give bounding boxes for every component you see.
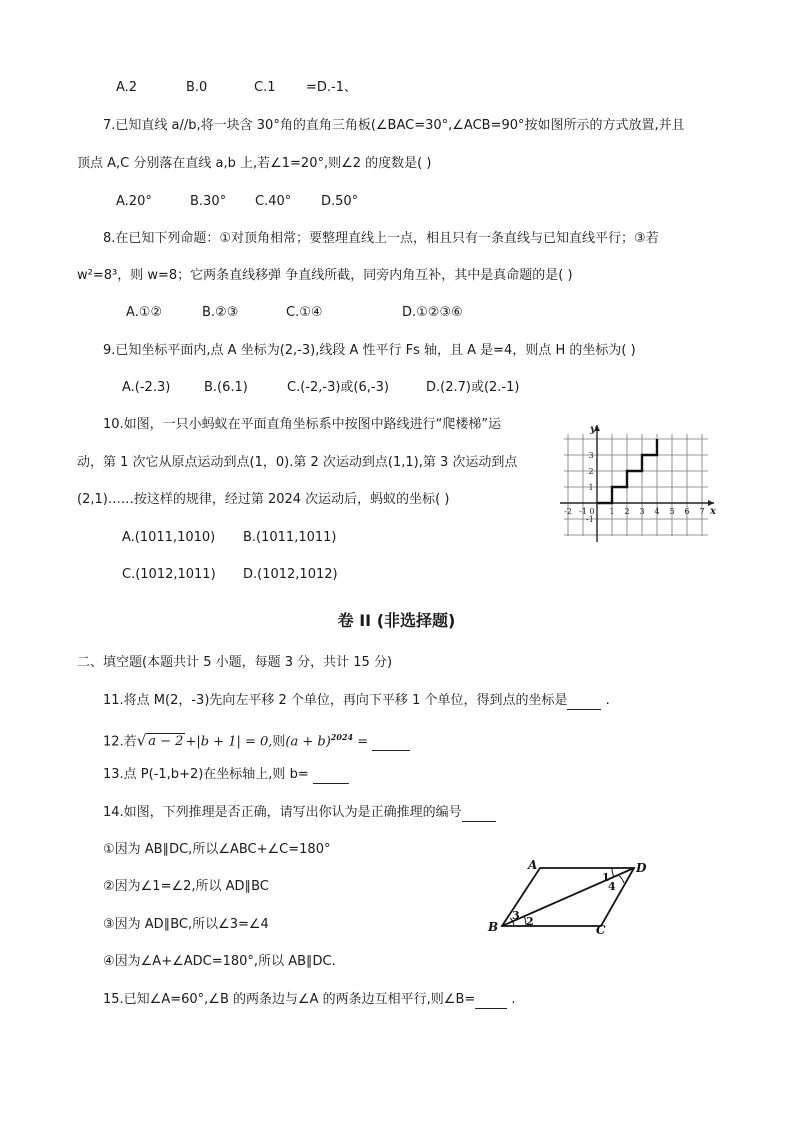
sqrt-symbol: √ [136, 731, 147, 750]
q7-option-c: C.40° [255, 194, 292, 209]
x-tick-label: 0 [589, 507, 595, 516]
q14-item-1: ①因为 AB∥DC,所以∠ABC+∠C=180° [103, 842, 331, 857]
q9-option-c: C.(-2,-3)或(6,-3) [287, 380, 389, 395]
q10-graph-x-label: x [710, 506, 716, 517]
angle-label-2: 2 [526, 915, 534, 928]
x-tick-label: 6 [684, 507, 690, 516]
x-tick-label: 7 [699, 507, 705, 516]
q7-option-d: D.50° [321, 194, 359, 209]
y-tick-label: 2 [588, 467, 594, 476]
q12-exponent: 2024 [330, 732, 354, 742]
q13-answer-blank [313, 769, 349, 784]
q14-item-4: ④因为∠A+∠ADC=180°,所以 AB∥DC. [103, 954, 336, 969]
vertex-label-b: B [488, 920, 499, 934]
q11-answer-blank [567, 695, 601, 710]
vertex-label-c: C [596, 923, 606, 937]
x-tick-label: -2 [564, 507, 572, 516]
x-tick-label: 1 [609, 507, 615, 516]
q10-graph-y-label: y [590, 424, 596, 435]
q12-then: 则 [272, 734, 286, 750]
q10-stem-line1: 10.如图，一只小蚂蚁在平面直角坐标系中按图中路线进行“爬楼梯”运 [103, 417, 502, 432]
angle-label-1: 1 [602, 871, 610, 884]
q8-option-d: D.①②③⑥ [402, 305, 463, 320]
q15-stem [103, 991, 516, 1009]
q10-stem-line3: (2,1)……按这样的规律，经过第 2024 次运动后，蚂蚁的坐标( ) [77, 492, 450, 507]
q8-option-b: B.②③ [202, 305, 239, 320]
q11-text: 11.将点 M(2，-3)先向左平移 2 个单位，再向下平移 1 个单位，得到点的坐标是 [103, 693, 568, 708]
q14-answer-blank [462, 807, 496, 822]
q8-stem-line1: 8.在已知下列命题：①对顶角相常；要整理直线上一点，相且只有一条直线与已知直线平行；③若 [103, 231, 659, 246]
q6-option-a: A.2 [116, 80, 138, 95]
y-tick-label: -1 [586, 515, 594, 524]
q8-stem-line2: w²=8³，则 w=8；它两条直线移弹 争直线所截，同旁内角互补，其中是真命题的是( ) [77, 268, 573, 283]
q11-stem: 11.将点 M(2，-3)先向左平移 2 个单位，再向下平移 1 个单位，得到点的坐标是 . [103, 693, 610, 708]
q12-equals: = [353, 734, 369, 750]
q14-item-2: ②因为∠1=∠2,所以 AD∥BC [103, 879, 269, 894]
q15-answer-blank [475, 994, 507, 1009]
q7-stem-line2: 顶点 A,C 分别落在直线 a,b 上,若∠1=20°,则∠2 的度数是( ) [77, 156, 432, 171]
q12-stem [103, 728, 410, 751]
q12-radicand: a − 2 [148, 734, 184, 750]
q14-text: 14.如图，下列推理是否正确，请写出你认为是正确推理的编号 [103, 805, 462, 820]
q9-option-d: D.(2.7)或(2.-1) [426, 380, 520, 395]
q14-parallelogram-figure [484, 852, 654, 940]
q8-option-a: A.①② [126, 305, 163, 320]
q7-stem-line1: 7.已知直线 a//b,将一块含 30°角的直角三角板(∠BAC=30°,∠ACB=90°按如图所示的方式放置,并且 [103, 118, 685, 133]
angle-label-4: 4 [608, 880, 616, 893]
q15-text: 15.已知∠A=60°,∠B 的两条边与∠A 的两条边互相平行,则∠B= [103, 992, 476, 1007]
vertex-label-d: D [636, 861, 647, 875]
vertex-label-a: A [528, 858, 538, 872]
q7-option-a: A.20° [116, 194, 152, 209]
q6-option-c: C.1 [254, 80, 276, 95]
x-tick-label: 4 [654, 507, 660, 516]
q10-option-a: A.(1011,1010) [122, 530, 216, 545]
q9-stem: 9.已知坐标平面内,点 A 坐标为(2,-3),线段 A 性平行 Fs 轴，且 A 是=4，则点 H 的坐标为( ) [103, 343, 636, 358]
y-tick-label: 1 [588, 483, 594, 492]
x-tick-label: 5 [669, 507, 675, 516]
q14-item-3: ③因为 AD∥BC,所以∠3=∠4 [103, 917, 269, 932]
q15-end: . [511, 992, 516, 1007]
q13-text: 13.点 P(-1,b+2)在坐标轴上,则 b= [103, 767, 309, 782]
x-tick-label: -1 [579, 507, 587, 516]
x-tick-label: 2 [624, 507, 630, 516]
q12-abs-term: +|b + 1| = 0, [185, 734, 273, 750]
q10-option-c: C.(1012,1011) [122, 567, 216, 582]
q13-stem [103, 766, 349, 784]
q14-stem [103, 804, 496, 822]
q9-option-a: A.(-2.3) [122, 380, 171, 395]
angle-label-3: 3 [512, 909, 520, 922]
q6-option-b: B.0 [186, 80, 208, 95]
q6-option-d: =D.-1、 [306, 80, 357, 95]
q10-staircase-graph [560, 422, 718, 544]
x-tick-label: 3 [639, 507, 645, 516]
q12-expression: (a + b) [285, 734, 331, 750]
q9-option-b: B.(6.1) [204, 380, 248, 395]
q10-option-d: D.(1012,1012) [243, 567, 338, 582]
section-title: 卷 II (非选择题) [337, 611, 456, 630]
q8-option-c: C.①④ [286, 305, 323, 320]
q12-prefix: 12.若 [103, 734, 137, 750]
part2-header: 二、填空题(本题共计 5 小题，每题 3 分，共计 15 分) [77, 655, 393, 670]
y-tick-label: 3 [588, 451, 594, 460]
q10-option-b: B.(1011,1011) [243, 530, 337, 545]
q7-option-b: B.30° [190, 194, 227, 209]
q10-stem-line2: 动，第 1 次它从原点运动到点(1，0).第 2 次运动到点(1,1),第 3 次运动到点 [77, 455, 518, 470]
q12-answer-blank [372, 736, 410, 751]
